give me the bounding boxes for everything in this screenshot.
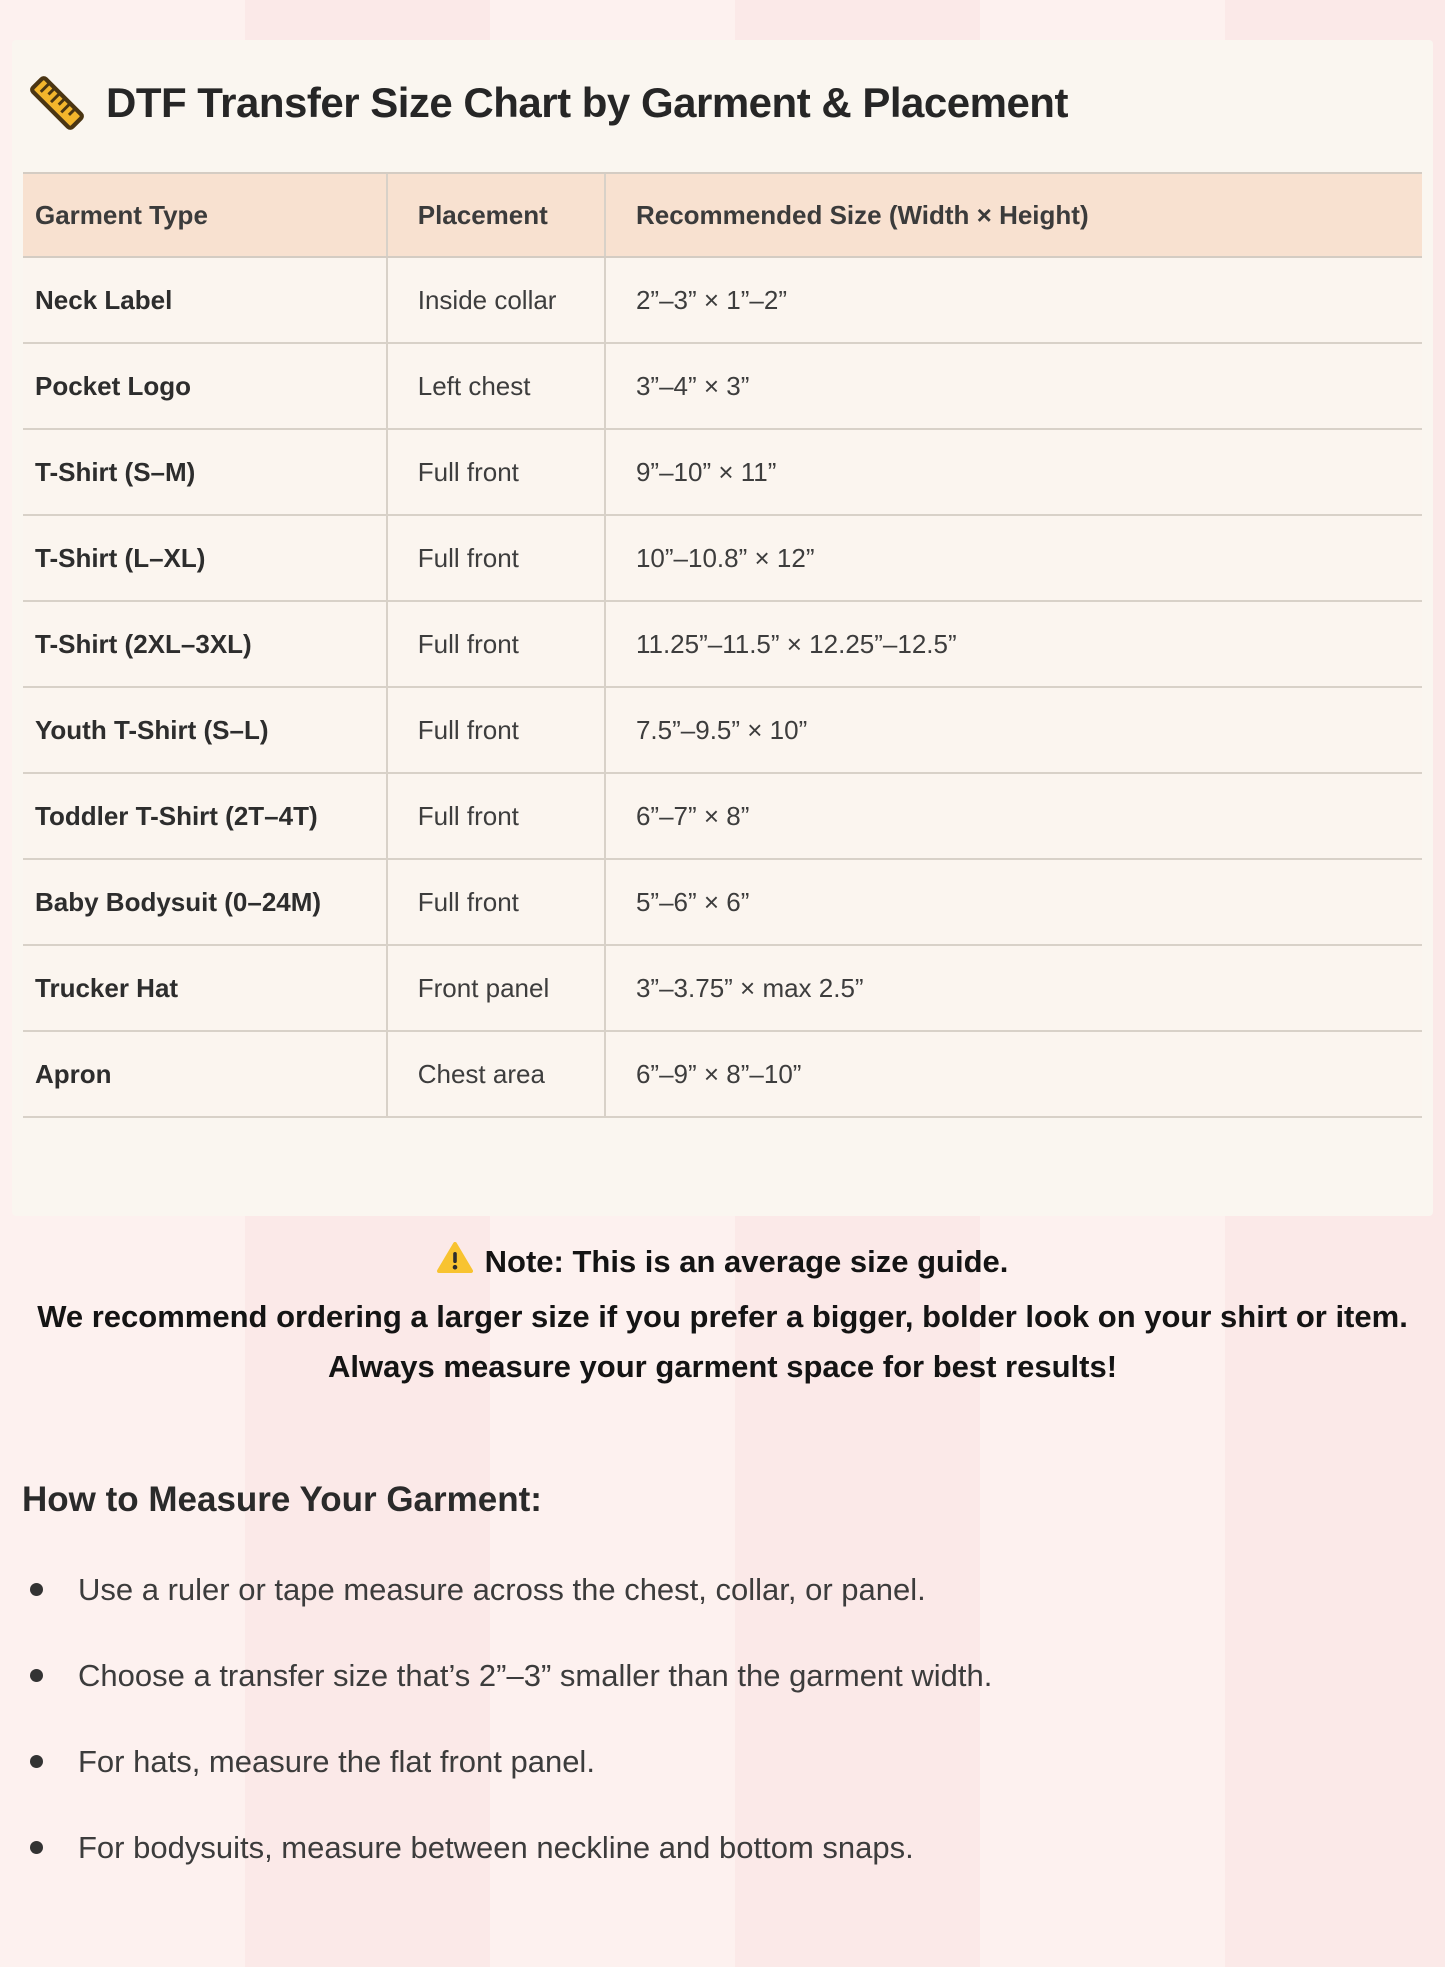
garment-type-cell: Baby Bodysuit (0–24M) [23, 859, 387, 945]
size-cell: 3”–3.75” × max 2.5” [605, 945, 1422, 1031]
column-header-recommended-size: Recommended Size (Width × Height) [605, 173, 1422, 257]
garment-type-cell: Youth T-Shirt (S–L) [23, 687, 387, 773]
size-cell: 6”–9” × 8”–10” [605, 1031, 1422, 1117]
size-cell: 9”–10” × 11” [605, 429, 1422, 515]
bullet-icon [30, 1669, 43, 1682]
size-cell: 2”–3” × 1”–2” [605, 257, 1422, 343]
list-item-text: For hats, measure the flat front panel. [78, 1744, 595, 1779]
list-item-text: Choose a transfer size that’s 2”–3” smaller than the garment width. [78, 1658, 993, 1693]
placement-cell: Front panel [387, 945, 605, 1031]
column-header-garment-type: Garment Type [23, 173, 387, 257]
placement-cell: Full front [387, 515, 605, 601]
list-item [0, 1658, 1445, 1694]
garment-type-cell: T-Shirt (2XL–3XL) [23, 601, 387, 687]
table-row [23, 429, 1422, 515]
size-cell: 10”–10.8” × 12” [605, 515, 1422, 601]
garment-type-cell: T-Shirt (S–M) [23, 429, 387, 515]
note-heading-row [0, 1242, 1445, 1282]
garment-type-cell: T-Shirt (L–XL) [23, 515, 387, 601]
note-heading: Note: This is an average size guide. [484, 1244, 1009, 1279]
list-item-text: For bodysuits, measure between neckline and bottom snaps. [78, 1830, 914, 1865]
size-cell: 5”–6” × 6” [605, 859, 1422, 945]
table-row [23, 687, 1422, 773]
garment-type-cell: Pocket Logo [23, 343, 387, 429]
table-row [23, 859, 1422, 945]
table-row [23, 515, 1422, 601]
placement-cell: Inside collar [387, 257, 605, 343]
ruler-icon [28, 74, 86, 132]
table-header-row [23, 173, 1422, 257]
size-chart-card [12, 40, 1433, 1216]
placement-cell: Full front [387, 601, 605, 687]
table-row [23, 601, 1422, 687]
table-row [23, 945, 1422, 1031]
size-cell: 6”–7” × 8” [605, 773, 1422, 859]
page-background [0, 40, 1445, 1866]
garment-type-cell: Apron [23, 1031, 387, 1117]
table-row [23, 343, 1422, 429]
garment-type-cell: Neck Label [23, 257, 387, 343]
table-row [23, 773, 1422, 859]
size-cell: 11.25”–11.5” × 12.25”–12.5” [605, 601, 1422, 687]
placement-cell: Chest area [387, 1031, 605, 1117]
size-chart-table [23, 172, 1422, 1118]
list-item [0, 1744, 1445, 1780]
size-cell: 3”–4” × 3” [605, 343, 1422, 429]
bullet-icon [30, 1755, 43, 1768]
garment-type-cell: Toddler T-Shirt (2T–4T) [23, 773, 387, 859]
table-row [23, 1031, 1422, 1117]
note-body: We recommend ordering a larger size if you prefer a bigger, bolder look on your shirt or item. Always measure your garment space for best results! [37, 1299, 1408, 1384]
placement-cell: Left chest [387, 343, 605, 429]
note-section [0, 1242, 1445, 1392]
warning-icon [437, 1242, 473, 1282]
table-row [23, 257, 1422, 343]
garment-type-cell: Trucker Hat [23, 945, 387, 1031]
list-item-text: Use a ruler or tape measure across the chest, collar, or panel. [78, 1572, 926, 1607]
page-title: DTF Transfer Size Chart by Garment & Placement [106, 79, 1068, 126]
bullet-icon [30, 1841, 43, 1854]
bullet-icon [30, 1583, 43, 1596]
list-item [0, 1572, 1445, 1608]
measure-list [0, 1572, 1445, 1866]
column-header-placement: Placement [387, 173, 605, 257]
list-item [0, 1830, 1445, 1866]
measure-heading: How to Measure Your Garment: [22, 1480, 542, 1519]
title-row [18, 74, 1427, 132]
size-cell: 7.5”–9.5” × 10” [605, 687, 1422, 773]
placement-cell: Full front [387, 429, 605, 515]
placement-cell: Full front [387, 687, 605, 773]
placement-cell: Full front [387, 773, 605, 859]
placement-cell: Full front [387, 859, 605, 945]
